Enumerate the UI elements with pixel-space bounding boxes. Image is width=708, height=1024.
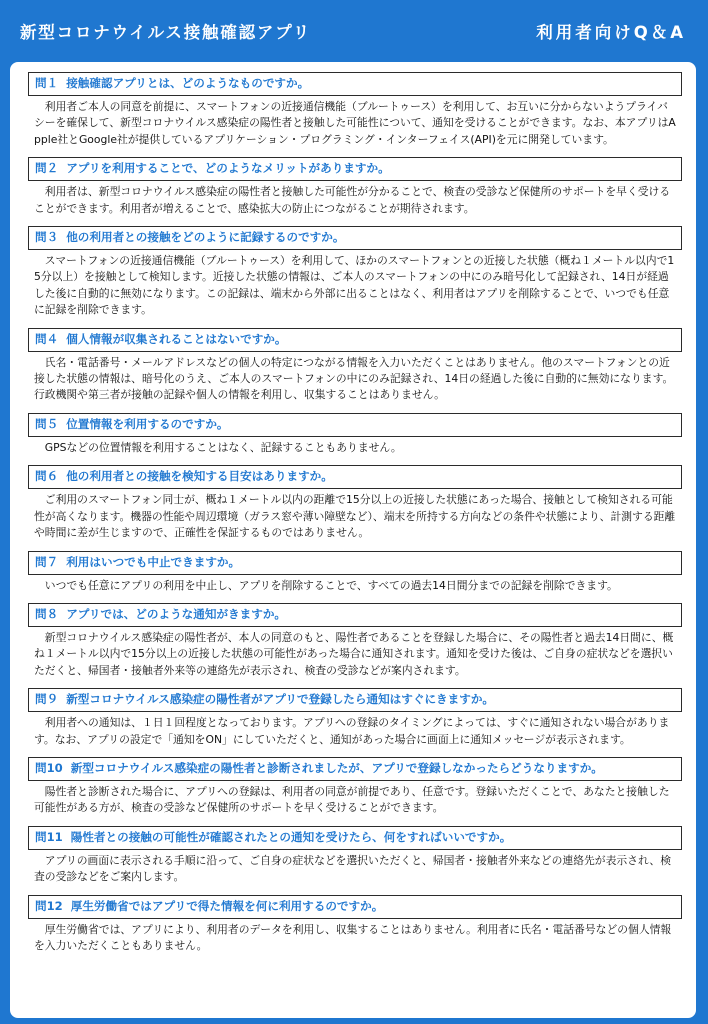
question-heading — [28, 465, 682, 489]
question-number: 問２ — [35, 161, 59, 176]
question-heading — [28, 328, 682, 352]
question-text: アプリでは、どのような通知がきますか。 — [66, 606, 287, 621]
question-heading — [28, 413, 682, 437]
question-text: 位置情報を利用するのですか。 — [66, 416, 229, 431]
question-text: 新型コロナウイルス感染症の陽性者と診断されましたが、アプリで登録しなかったらどうなりますか。 — [70, 760, 603, 775]
answer-text: GPSなどの位置情報を利用することはなく、記録することもありません。 — [44, 440, 402, 454]
qa-item-5 — [28, 413, 682, 456]
question-number: 問４ — [35, 331, 59, 346]
question-number: 問８ — [35, 606, 59, 621]
qa-panel — [10, 62, 696, 1018]
qa-item-6 — [28, 465, 682, 541]
question-number: 問12 — [35, 898, 63, 913]
question-heading — [28, 157, 682, 181]
answer-text: 氏名・電話番号・メールアドレスなどの個人の特定につながる情報を入力いただくことはありません。他のスマートフォンとの近接した状態の情報は、暗号化のうえ、ご本人のスマートフォンの中にのみ記録され、14日の経過した後に自動的に無効になります。行政機関や第三者が接触の記録や個人の情報を利用し、収集することはありません。 — [34, 355, 674, 402]
question-heading — [28, 826, 682, 850]
question-heading — [28, 603, 682, 627]
question-heading — [28, 226, 682, 250]
question-text: アプリを利用することで、どのようなメリットがありますか。 — [66, 161, 390, 176]
qa-item-2 — [28, 157, 682, 217]
question-number: 問９ — [35, 692, 59, 707]
answer-text: スマートフォンの近接通信機能（ブルートゥース）を利用して、ほかのスマートフォンとの近接した状態（概ね１メートル以内で15分以上）を接触として検知します。近接した状態の情報は、ご本人のスマートフォンの中にのみ暗号化して記録され、14日が経過した後に自動的に無効になります。この記録は、端末から外部に出ることはなく、利用者はアプリを削除することで、いつでも任意に記録を削除できます。 — [34, 254, 675, 317]
question-heading — [28, 551, 682, 575]
question-text: 他の利用者との接触をどのように記録するのですか。 — [66, 230, 345, 245]
question-text: 利用はいつでも中止できますか。 — [66, 554, 241, 569]
qa-item-1 — [28, 72, 682, 148]
answer-text: いつでも任意にアプリの利用を中止し、アプリを削除することで、すべての過去14日間分までの記録を削除できます。 — [44, 578, 618, 592]
qa-item-12 — [28, 895, 682, 955]
page-title: 新型コロナウイルス接触確認アプリ — [20, 23, 312, 42]
qa-item-11 — [28, 826, 682, 886]
qa-item-3 — [28, 226, 682, 319]
answer-text: 利用者への通知は、１日１回程度となっております。アプリへの登録のタイミングによっては、すぐに通知されない場合があります。なお、アプリの設定で「通知をON」にしていただくと、通知があった場合に画面上に通知メッセージが表示されます。 — [34, 716, 670, 746]
question-number: 問５ — [35, 416, 59, 431]
answer-text: 厚生労働省では、アプリにより、利用者のデータを利用し、収集することはありません。利用者に氏名・電話番号などの個人情報を入力いただくこともありません。 — [34, 922, 672, 952]
answer-text: ご利用のスマートフォン同士が、概ね１メートル以内の距離で15分以上の近接した状態にあった場合、接触として検知される可能性が高くなります。機器の性能や周辺環境（ガラス窓や薄い障壁など）、端末を所持する方向などの条件や状態により、計測する距離や時間に差が生じますので、正確性を保証するものではありません。 — [34, 493, 676, 540]
qa-item-9 — [28, 688, 682, 748]
question-number: 問１ — [35, 76, 59, 90]
question-number: 問７ — [35, 554, 59, 569]
qa-item-8 — [28, 603, 682, 679]
question-number: 問11 — [35, 829, 63, 844]
question-text: 他の利用者との接触を検知する目安はありますか。 — [66, 469, 333, 484]
question-text: 厚生労働省ではアプリで得た情報を何に利用するのですか。 — [70, 898, 384, 913]
qa-item-10 — [28, 757, 682, 817]
page-subtitle: 利用者向けQ＆A — [536, 23, 686, 42]
answer-text: 利用者は、新型コロナウイルス感染症の陽性者と接触した可能性が分かることで、検査の受診など保健所のサポートを早く受けることができます。利用者が増えることで、感染拡大の防止につながることが期待されます。 — [34, 185, 671, 215]
answer-text: アプリの画面に表示される手順に沿って、ご自身の症状などを選択いただくと、帰国者・接触者外来などの連絡先が表示され、検査の受診などをご案内します。 — [34, 853, 672, 884]
question-text: 個人情報が収集されることはないですか。 — [66, 331, 287, 346]
question-heading — [28, 688, 682, 712]
question-text: 陽性者との接触の可能性が確認されたとの通知を受けたら、何をすればいいですか。 — [70, 829, 512, 844]
question-heading — [28, 72, 682, 96]
question-text: 接触確認アプリとは、どのようなものですか。 — [66, 76, 310, 90]
question-number: 問３ — [35, 230, 59, 245]
question-number: 問10 — [35, 760, 63, 775]
question-heading — [28, 757, 682, 781]
header-banner — [0, 0, 708, 62]
answer-text: 新型コロナウイルス感染症の陽性者が、本人の同意のもと、陽性者であることを登録した場合に、その陽性者と過去14日間に、概ね１メートル以内で15分以上の近接した状態の可能性があった場合に通知されます。通知を受けた後は、ご自身の症状などを選択いただくと、帰国者・接触者外来等の連絡先が表示され、検査の受診などが案内されます。 — [34, 630, 674, 677]
question-heading — [28, 895, 682, 919]
answer-text: 陽性者と診断された場合に、アプリへの登録は、利用者の同意が前提であり、任意です。登録いただくことで、あなたと接触した可能性がある方が、検査の受診など保健所のサポートを早く受けることができます。 — [34, 784, 670, 815]
qa-item-4 — [28, 328, 682, 404]
qa-item-7 — [28, 551, 682, 594]
question-number: 問６ — [35, 469, 59, 484]
answer-text: 利用者ご本人の同意を前提に、スマートフォンの近接通信機能（ブルートゥース）を利用して、お互いに分からないようプライバシーを確保して、新型コロナウイルス感染症の陽性者と接触した可能性について、通知を受けることができます。なお、本アプリはApple社とGoogle社が提供しているアプリケーション・プログラミング・インターフェイス(API)を元に開発しています。 — [34, 100, 676, 146]
question-text: 新型コロナウイルス感染症の陽性者がアプリで登録したら通知はすぐにきますか。 — [66, 692, 495, 707]
